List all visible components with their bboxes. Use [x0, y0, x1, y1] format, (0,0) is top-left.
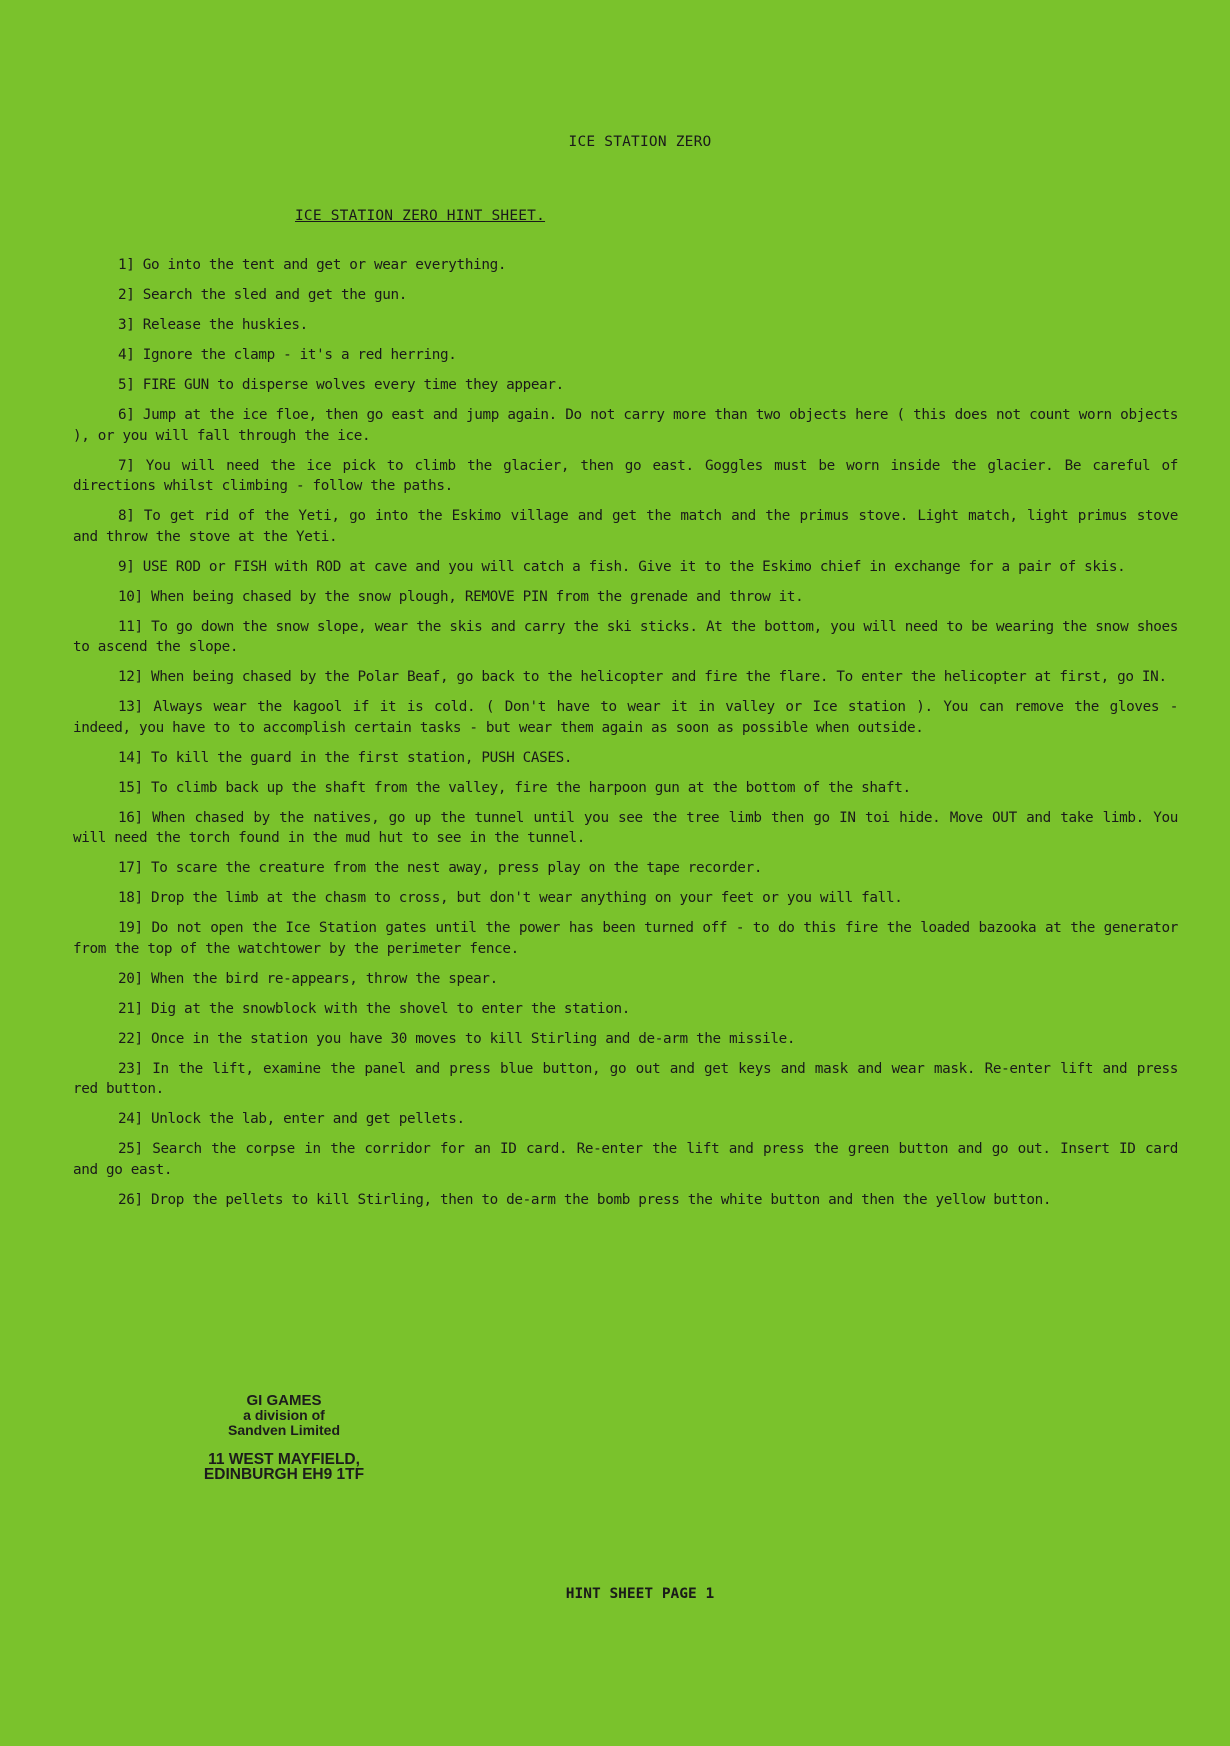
hint-item: 6] Jump at the ice floe, then go east and jump again. Do not carry more than two objects here ( this does not count worn objects ), or you will fall through the ice. [73, 407, 1178, 444]
hint-item: 21] Dig at the snowblock with the shovel to enter the station. [118, 1000, 630, 1017]
hint-item: 8] To get rid of the Yeti, go into the Eskimo village and get the match and the primus stove. Light match, light primus stove and throw the stove at the Yeti. [73, 508, 1178, 545]
hint-item: 19] Do not open the Ice Station gates until the power has been turned off - to do this fire the loaded bazooka at the generator from the top of the watchtower by the perimeter fence. [73, 920, 1178, 957]
hint-item: 24] Unlock the lab, enter and get pellets. [118, 1111, 465, 1127]
company-division-line: a division of [243, 1407, 325, 1423]
hint-item: 12] When being chased by the Polar Beaf, go back to the helicopter and fire the flare. To enter the helicopter at first, go IN. [118, 669, 1167, 685]
hint-item: 5] FIRE GUN to disperse wolves every time they appear. [118, 377, 564, 393]
company-address [194, 1452, 374, 1482]
hint-item: 17] To scare the creature from the nest away, press play on the tape recorder. [118, 860, 763, 876]
hint-item: 2] Search the sled and get the gun. [118, 287, 408, 303]
hint-item: 14] To kill the guard in the first station, PUSH CASES. [118, 749, 573, 766]
hint-item: 3] Release the huskies. [118, 317, 308, 333]
hint-item: 11] To go down the snow slope, wear the skis and carry the ski sticks. At the bottom, you will need to be wearing the snow shoes to ascend the slope. [73, 618, 1178, 655]
hint-item: 13] Always wear the kagool if it is cold. ( Don't have to wear it in valley or Ice station ). You can remove the gloves - indeed, you have to to accomplish certain tasks - but wear them again as soon as possible when outside. [73, 699, 1178, 736]
company-stamp [194, 1393, 374, 1482]
hint-item: 1] Go into the tent and get or wear everything. [118, 257, 507, 273]
hint-item: 10] When being chased by the snow plough, REMOVE PIN from the grenade and throw it. [118, 588, 804, 605]
hint-item: 9] USE ROD or FISH with ROD at cave and you will catch a fish. Give it to the Eskimo chief in exchange for a pair of skis. [118, 558, 1126, 575]
hint-item: 15] To climb back up the shaft from the valley, fire the harpoon gun at the bottom of the shaft. [118, 779, 911, 796]
hint-item: 18] Drop the limb at the chasm to cross, but don't wear anything on your feet or you will fall. [118, 890, 903, 906]
hint-item: 26] Drop the pellets to kill Stirling, then to de-arm the bomb press the white button and then the yellow button. [118, 1191, 1052, 1208]
hint-sheet-title: ICE STATION ZERO HINT SHEET. [295, 208, 546, 224]
hint-item: 22] Once in the station you have 30 moves to kill Stirling and de-arm the missile. [118, 1030, 796, 1047]
hint-item: 7] You will need the ice pick to climb the glacier, then go east. Goggles must be worn inside the glacier. Be careful of directions whilst climbing - follow the paths. [73, 457, 1178, 494]
company-name: GI GAMES [246, 1392, 322, 1409]
company-parent: Sandven Limited [227, 1422, 341, 1438]
address-line-2: EDINBURGH EH9 1TF [203, 1466, 365, 1483]
address-line-1: 11 WEST MAYFIELD, [208, 1451, 360, 1468]
hint-item: 23] In the lift, examine the panel and press blue button, go out and get keys and mask and wear mask. Re-enter lift and press red button. [73, 1060, 1178, 1097]
hint-list [73, 255, 1178, 1220]
page-footer: HINT SHEET PAGE 1 [565, 1586, 715, 1602]
hint-item: 4] Ignore the clamp - it's a red herring. [118, 347, 457, 363]
hint-item: 16] When chased by the natives, go up the tunnel until you see the tree limb then go IN toi hide. Move OUT and take limb. You will need the torch found in the mud hut to see in the tunnel. [73, 809, 1178, 846]
page-header: ICE STATION ZERO [568, 134, 712, 150]
hint-item: 25] Search the corpse in the corridor for an ID card. Re-enter the lift and press the green button and go out. Insert ID card and go east. [73, 1141, 1178, 1178]
hint-item: 20] When the bird re-appears, throw the spear. [118, 970, 498, 987]
